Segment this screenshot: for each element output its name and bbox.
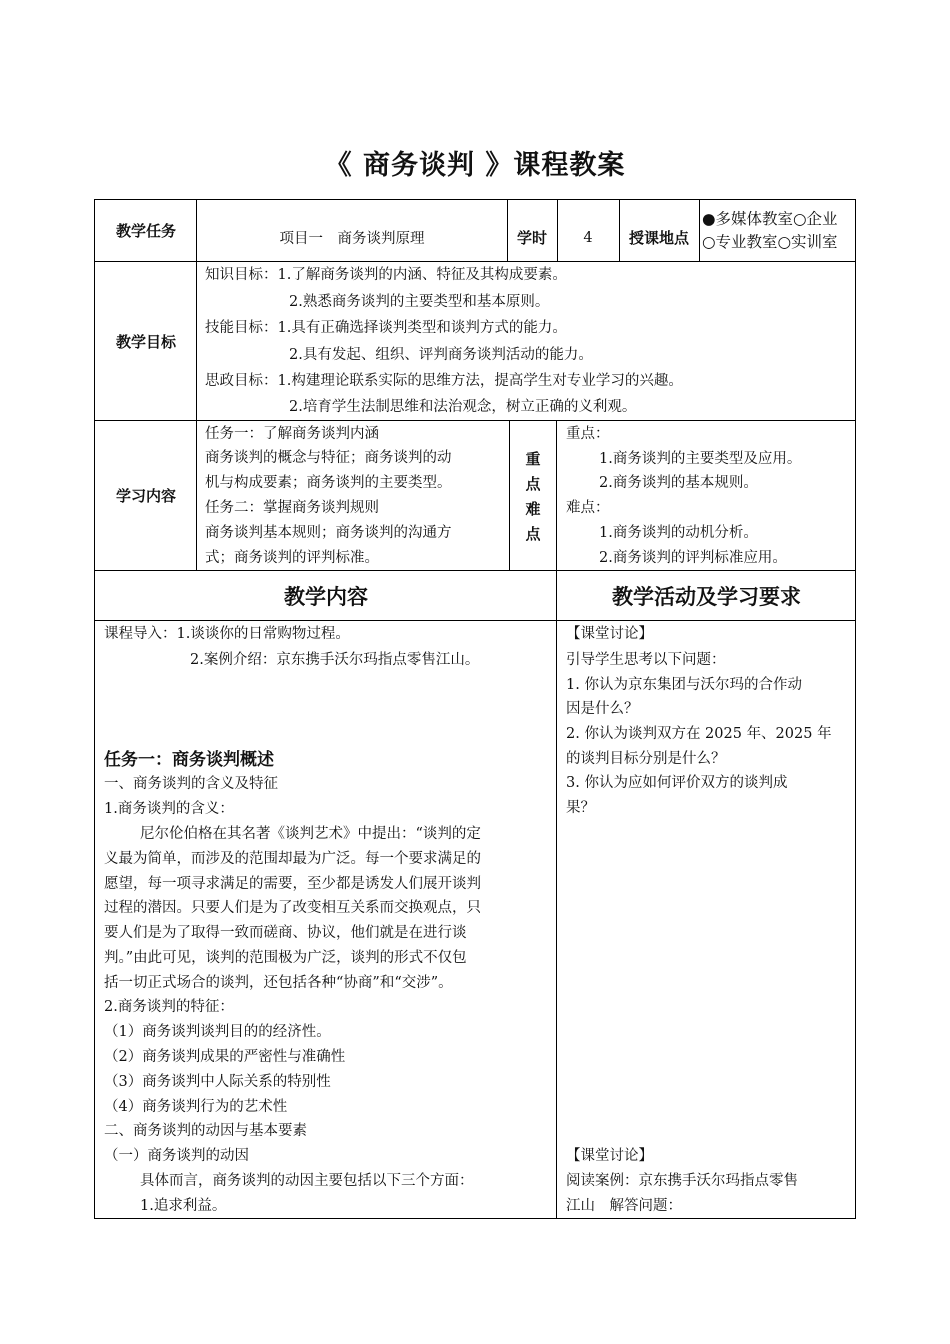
hours-value: 4 xyxy=(583,229,593,246)
intro-line: 2.案例介绍：京东携手沃尔玛指点零售江山。 xyxy=(190,652,480,668)
task1-heading: 任务一：商务谈判概述 xyxy=(104,750,274,770)
key-line: 难点： xyxy=(566,500,610,516)
activity-line: 因是什么？ xyxy=(566,701,639,717)
activity-line: 引导学生思考以下问题： xyxy=(566,652,726,668)
activity-line: 果？ xyxy=(566,800,595,816)
objective-line: 技能目标：1.具有正确选择谈判类型和谈判方式的能力。 xyxy=(205,320,567,336)
content-line: （一）商务谈判的动因 xyxy=(104,1148,249,1164)
location-options-1: ●多媒体教室○企业 xyxy=(702,210,838,228)
intro-line: 课程导入：1.谈谈你的日常购物过程。 xyxy=(104,626,350,642)
content-line: 一、商务谈判的含义及特征 xyxy=(104,776,278,792)
key-label-char: 重 xyxy=(525,449,541,468)
content-line: （2）商务谈判成果的严密性与准确性 xyxy=(104,1049,346,1065)
activity-line: 的谈判目标分别是什么？ xyxy=(566,751,726,767)
activity-line: 3. 你认为应如何评价双方的谈判成 xyxy=(566,775,788,791)
section-header-content: 教学内容 xyxy=(284,585,368,609)
content-line: （3）商务谈判中人际关系的特别性 xyxy=(104,1074,331,1090)
activity-line: 1. 你认为京东集团与沃尔玛的合作动 xyxy=(566,677,802,693)
key-label-char: 难 xyxy=(525,499,541,518)
learning-line: 商务谈判基本规则；商务谈判的沟通方 xyxy=(205,525,452,541)
content-line: 2.商务谈判的特征： xyxy=(104,999,234,1015)
objective-line: 2.培育学生法制思维和法治观念，树立正确的义利观。 xyxy=(289,399,637,415)
objective-line: 2.具有发起、组织、评判商务谈判活动的能力。 xyxy=(289,347,593,363)
task-value: 项目一 商务谈判原理 xyxy=(279,231,425,247)
content-line: 1.商务谈判的含义： xyxy=(104,801,234,817)
content-line: 要人们是为了取得一致而磋商、协议，他们就是在进行谈 xyxy=(104,925,467,941)
content-line: 二、商务谈判的动因与基本要素 xyxy=(104,1123,307,1139)
objective-line: 思政目标：1.构建理论联系实际的思维方法，提高学生对专业学习的兴趣。 xyxy=(205,373,683,389)
content-line: 具体而言，商务谈判的动因主要包括以下三个方面： xyxy=(140,1173,474,1189)
learning-line: 商务谈判的概念与特征；商务谈判的动 xyxy=(205,450,452,466)
location-label: 授课地点 xyxy=(628,229,689,247)
hours-label: 学时 xyxy=(516,229,547,247)
page-title: 《 商务谈判 》课程教案 xyxy=(324,150,626,181)
learning-line: 式；商务谈判的评判标准。 xyxy=(205,550,379,566)
content-line: 愿望，每一项寻求满足的需要，至少都是诱发人们展开谈判 xyxy=(104,876,481,892)
section-header-activities: 教学活动及学习要求 xyxy=(612,585,801,609)
content-line: 过程的潜因。只要人们是为了改变相互关系而交换观点，只 xyxy=(104,900,481,916)
key-line: 2.商务谈判的评判标准应用。 xyxy=(599,550,787,566)
key-line: 1.商务谈判的动机分析。 xyxy=(599,525,758,541)
key-label-char: 点 xyxy=(525,474,541,493)
key-line: 1.商务谈判的主要类型及应用。 xyxy=(599,451,802,467)
key-label-char: 点 xyxy=(525,524,541,543)
learning-line: 任务二：掌握商务谈判规则 xyxy=(205,500,379,516)
learning-line: 机与构成要素；商务谈判的主要类型。 xyxy=(205,475,452,491)
activity-line: 【课堂讨论】 xyxy=(566,626,653,642)
key-line: 2.商务谈判的基本规则。 xyxy=(599,475,758,491)
learning-label: 学习内容 xyxy=(115,487,176,505)
location-options-2: ○专业教室○实训室 xyxy=(702,233,838,251)
content-line: 义最为简单，而涉及的范围却最为广泛。每一个要求满足的 xyxy=(104,851,481,867)
objectives-label: 教学目标 xyxy=(115,332,176,351)
content-line: 判。”由此可见，谈判的范围极为广泛，谈判的形式不仅包 xyxy=(104,950,467,966)
key-line: 重点： xyxy=(566,426,610,442)
content-line: 1.追求利益。 xyxy=(140,1198,227,1214)
objective-line: 2.熟悉商务谈判的主要类型和基本原则。 xyxy=(289,294,550,310)
activity-line: 江山 解答问题： xyxy=(566,1198,682,1214)
content-line: 尼尔伦伯格在其名著《谈判艺术》中提出：“谈判的定 xyxy=(140,826,481,842)
content-line: （4）商务谈判行为的艺术性 xyxy=(104,1099,288,1115)
learning-line: 任务一：了解商务谈判内涵 xyxy=(205,426,379,442)
content-line: （1）商务谈判谈判目的的经济性。 xyxy=(104,1024,331,1040)
activity-line: 【课堂讨论】 xyxy=(566,1148,653,1164)
content-line: 括一切正式场合的谈判，还包括各种“协商”和“交涉”。 xyxy=(104,975,453,991)
objective-line: 知识目标：1.了解商务谈判的内涵、特征及其构成要素。 xyxy=(205,267,567,283)
activity-line: 阅读案例：京东携手沃尔玛指点零售 xyxy=(566,1173,798,1189)
activity-line: 2. 你认为谈判双方在 2025 年、2025 年 xyxy=(566,726,832,742)
task-label: 教学任务 xyxy=(115,222,176,240)
